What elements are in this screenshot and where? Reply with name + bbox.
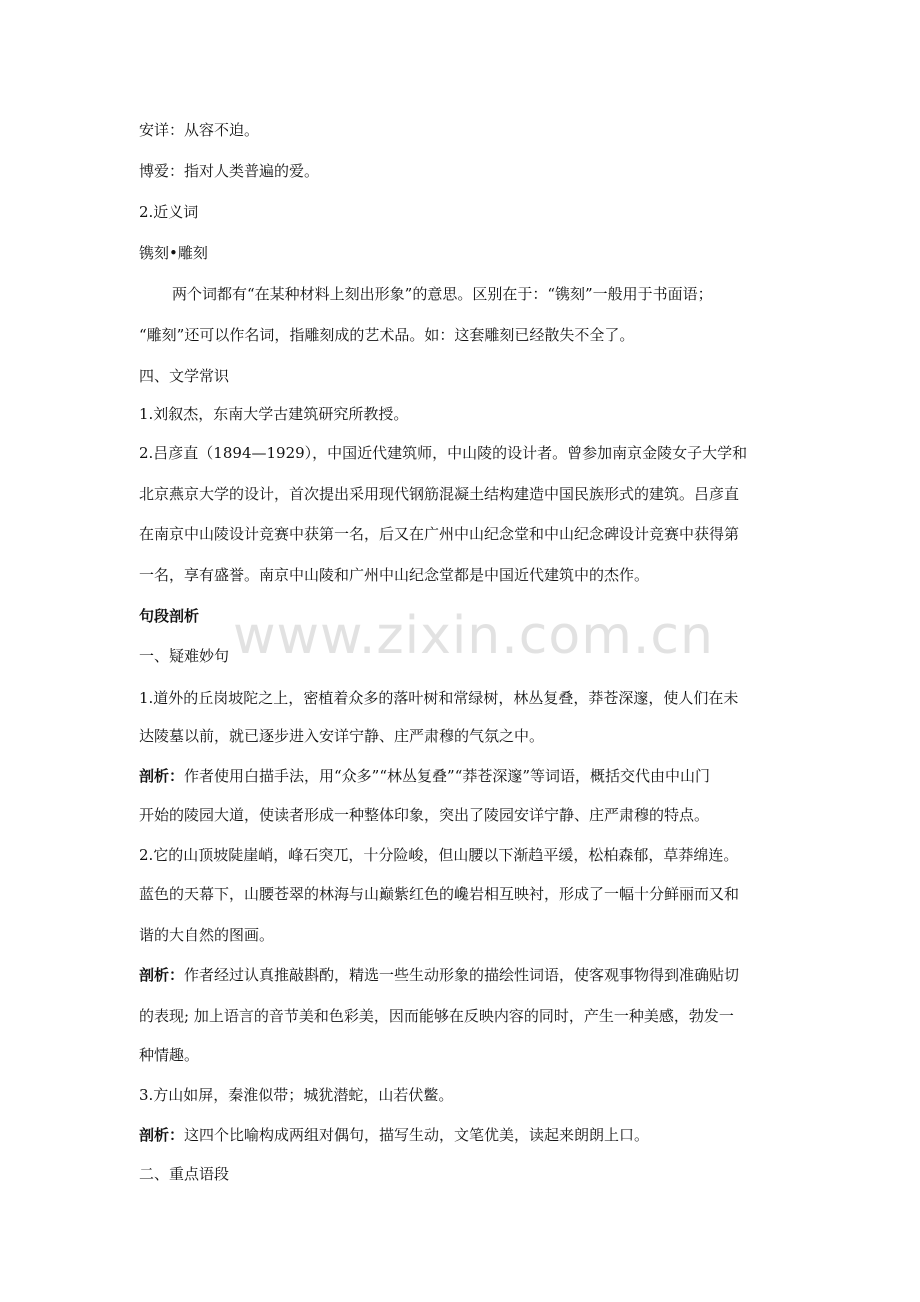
analysis-text: 这四个比喻构成两组对偶句，描写生动，文笔优美，读起来朗朗上口。 [184, 1126, 650, 1144]
text-line: 2.吕彦直（1894—1929），中国近代建筑师，中山陵的设计者。曾参加南京金陵女子大学和 [139, 444, 748, 462]
text-line: 达陵墓以前，就已逐步进入安详宁静、庄严肃穆的气氛之中。 [139, 727, 545, 745]
analysis-label: 剖析： [139, 767, 185, 785]
text-line: “雕刻”还可以作名词，指雕刻成的艺术品。如：这套雕刻已经散失不全了。 [139, 326, 635, 344]
analysis-line [139, 766, 710, 786]
analysis-text: 作者使用白描手法，用“众多”“林丛复叠”“莽苍深邃”等词语，概括交代由中山门 [184, 767, 711, 785]
analysis-line [139, 965, 739, 985]
section-title: 句段剖析 [139, 607, 200, 625]
text-line: 1.道外的丘岗坡陀之上，密植着众多的落叶树和常绿树，林丛复叠，莽苍深邃，使人们在未 [139, 689, 739, 707]
watermark: www.zixin.com.cn [233, 606, 714, 666]
text-line: 2.近义词 [139, 203, 199, 221]
text-line: 两个词都有“在某种材料上刻出形象”的意思。区别在于：“镌刻”一般用于书面语； [172, 285, 713, 303]
section-heading: 四、文学常识 [139, 367, 230, 385]
text-line: 安详：从容不迫。 [139, 121, 260, 139]
text-line: 镌刻•雕刻 [139, 244, 208, 262]
text-line: 3.方山如屏，秦淮似带；城犹潜蛇，山若伏鳖。 [139, 1086, 454, 1104]
text-line: 开始的陵园大道，使读者形成一种整体印象，突出了陵园安详宁静、庄严肃穆的特点。 [139, 806, 710, 824]
text-line: 北京燕京大学的设计，首次提出采用现代钢筋混凝土结构建造中国民族形式的建筑。吕彦直 [139, 485, 740, 503]
text-line: 一名，享有盛誉。南京中山陵和广州中山纪念堂都是中国近代建筑中的杰作。 [139, 566, 650, 584]
text-line: 博爱：指对人类普遍的爱。 [139, 162, 320, 180]
text-line: 蓝色的天幕下，山腰苍翠的林海与山巅紫红色的巉岩相互映衬，形成了一幅十分鲜丽而又和 [139, 885, 740, 903]
text-line: 2.它的山顶坡陡崖峭，峰石突兀，十分险峻，但山腰以下渐趋平缓，松柏森郁，草莽绵连。 [139, 846, 739, 864]
analysis-label: 剖析： [139, 1126, 185, 1144]
text-line: 种情趣。 [139, 1046, 200, 1064]
text-line: 谐的大自然的图画。 [139, 926, 275, 944]
analysis-label: 剖析： [139, 966, 185, 984]
analysis-text: 作者经过认真推敲斟酌，精选一些生动形象的描绘性词语，使客观事物得到准确贴切 [184, 966, 740, 984]
text-line: 的表现; 加上语言的音节美和色彩美，因而能够在反映内容的同时，产生一种美感，勃发一 [139, 1007, 734, 1025]
section-heading: 二、重点语段 [139, 1165, 230, 1183]
analysis-line [139, 1125, 649, 1145]
section-heading: 一、疑难妙句 [139, 647, 230, 665]
text-line: 在南京中山陵设计竞赛中获第一名，后又在广州中山纪念堂和中山纪念碑设计竞赛中获得第 [139, 525, 740, 543]
text-line: 1.刘叙杰，东南大学古建筑研究所教授。 [139, 405, 409, 423]
